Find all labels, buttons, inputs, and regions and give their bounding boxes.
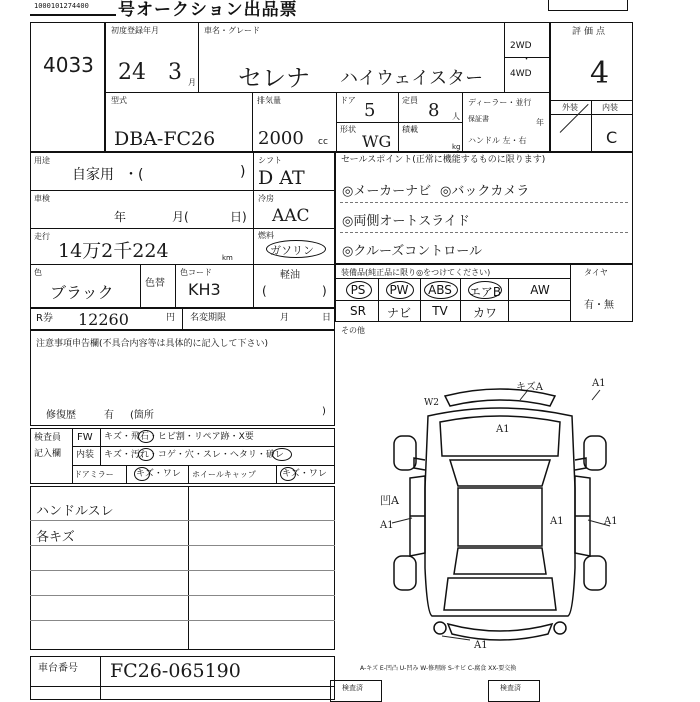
fw-items: キズ・飛石・ヒビ割・リペア跡・X要 <box>104 432 254 442</box>
type-value: DBA-FC26 <box>114 128 216 150</box>
inspection-label: 車検 <box>34 194 50 203</box>
equip-ps: PS <box>350 283 366 297</box>
interior-circle-1 <box>138 448 154 461</box>
inspection-month-unit: 月( <box>172 210 189 224</box>
hood <box>440 416 560 456</box>
fuel-value: ガソリン <box>270 244 314 257</box>
equip-airbag-circle <box>468 281 502 299</box>
fuel-paren-open: ( <box>262 284 267 298</box>
recycle-label: R券 <box>36 313 53 324</box>
fw-label: FW <box>77 432 93 443</box>
transfer-day-unit: 日 <box>322 313 332 323</box>
mirror-label: ドアミラー <box>74 470 114 479</box>
other-label: その他 <box>341 326 365 335</box>
lot-number: 4033 <box>43 53 94 77</box>
warranty-suffix: 年 <box>536 118 544 127</box>
recycle-unit: 円 <box>166 313 176 323</box>
drive-2wd: 2WD <box>510 41 532 51</box>
tire-label: タイヤ <box>584 268 608 277</box>
inspection-day-unit: 日) <box>230 210 247 224</box>
drive-4wd: 4WD <box>510 69 532 79</box>
capacity-label: 定員 <box>402 96 418 105</box>
registration-month: 3 <box>168 60 182 85</box>
rear-door <box>444 578 556 610</box>
equip-abs: ABS <box>428 283 452 297</box>
repair-place: (箇所 <box>130 410 154 421</box>
shift-label: シフト <box>258 156 282 165</box>
barcode-text: 1000101274400 <box>34 2 89 10</box>
interior-check-label: 内装 <box>76 450 95 460</box>
equip-ps-circle <box>346 281 372 299</box>
usage-paren: ・( <box>124 167 144 183</box>
damage-legend: A-キズ E-凹凸 U-凹み W-修理跡 S-サビ C-腐食 XX-要交換 <box>360 665 517 672</box>
interior-label: 内装 <box>602 103 618 112</box>
wheel-rl <box>394 556 416 590</box>
aircon-label: 冷房 <box>258 194 274 203</box>
rear-bumper <box>448 624 552 640</box>
sales-point-1: ◎メーカーナビ <box>342 184 432 199</box>
usage-value: 自家用 <box>72 167 114 183</box>
interior-check-items: キズ・汚れ・コゲ・穴・スレ・ヘタリ・破レ <box>104 450 284 460</box>
equip-sr: SR <box>350 304 366 318</box>
wheel-rr <box>584 556 606 590</box>
wheelcap-circle <box>280 467 296 481</box>
mark-front-label: キズA <box>516 382 544 393</box>
payload-label: 積載 <box>402 125 418 134</box>
windshield <box>450 460 550 486</box>
fuel-paren-close: ) <box>322 284 327 298</box>
fuel-alt-label: 軽油 <box>280 270 300 281</box>
color-label: 色 <box>34 268 42 277</box>
mileage-value: 14万2千224 <box>58 240 169 262</box>
registration-month-unit: 月 <box>188 78 196 87</box>
mark-tl: W2 <box>424 398 439 408</box>
mark-side-left-label: 凹A <box>380 494 399 507</box>
frame-value: FC26-065190 <box>110 660 241 682</box>
fuel-label: 燃料 <box>258 231 274 240</box>
mileage-label: 走行 <box>34 232 50 241</box>
mirror-circle <box>134 467 150 481</box>
mirror-items: キズ・ワレ <box>136 469 181 479</box>
repair-has: 有 <box>104 410 114 421</box>
mark-right: A1 <box>604 516 618 527</box>
stamp-box <box>548 0 628 11</box>
page-title: 号オークション出品票 <box>118 0 298 20</box>
mileage-unit: km <box>222 254 233 262</box>
transfer-label: 名変期限 <box>190 313 227 323</box>
footer-stamp-right-label: 検査済 <box>500 684 521 692</box>
interior-grade: C <box>606 128 618 147</box>
equip-navi: ナビ <box>386 306 411 320</box>
sales-point-2: ◎バックカメラ <box>440 184 530 199</box>
fuel-circle <box>266 240 326 258</box>
exterior-label: 外装 <box>562 103 578 112</box>
tire-value: 有・無 <box>584 300 614 311</box>
roof <box>458 488 542 546</box>
equip-aw: AW <box>530 283 550 297</box>
type-label: 型式 <box>111 96 127 105</box>
equip-leather: カワ <box>472 306 497 320</box>
displacement-unit: cc <box>318 137 328 147</box>
equipment-label: 装備品(純正品に限り◎をつけてください) <box>341 268 491 277</box>
repair-label: 修復歴 <box>46 410 76 421</box>
wheelcap-label: ホイールキャップ <box>192 470 256 479</box>
model-label: 車名・グレード <box>204 26 260 35</box>
color-value: ブラック <box>50 283 114 302</box>
mark-rear-a: A1 <box>550 516 564 527</box>
notes-label: 注意事項申告欄(不具合内容等は具体的に記入して下さい) <box>36 339 269 349</box>
usage-label: 用途 <box>34 156 50 165</box>
equip-airbag: エアB <box>468 285 502 299</box>
payload-unit: kg <box>452 143 461 151</box>
displacement-value: 2000 <box>258 128 304 149</box>
displacement-label: 排気量 <box>257 96 281 105</box>
body-value: WG <box>362 132 392 151</box>
transfer-month-unit: 月 <box>280 313 290 323</box>
body-label: 形状 <box>340 125 356 134</box>
barcode <box>30 0 116 16</box>
capacity-unit: 人 <box>452 112 460 121</box>
capacity-value: 8 <box>428 100 440 121</box>
evaluation-label: 評価点 <box>572 27 609 37</box>
registration-label: 初度登録年月 <box>111 26 159 35</box>
color-code: KH3 <box>188 280 221 299</box>
warranty-label: 保証書 <box>468 115 489 123</box>
doors-value: 5 <box>364 100 376 121</box>
handle-label: ハンドル 左・右 <box>468 136 527 145</box>
recycle-value: 12260 <box>78 310 129 329</box>
mark-left: A1 <box>380 520 394 531</box>
equip-abs-circle <box>424 281 458 299</box>
wheel-fl <box>394 436 416 470</box>
repair-close: ) <box>322 406 326 417</box>
color-code-label: 色コード <box>180 268 212 277</box>
rear-window <box>454 548 546 574</box>
inspector-label-1: 検査員 <box>34 433 62 443</box>
sales-points-label: セールスポイント(正常に機能するものに限ります) <box>341 155 546 165</box>
drive-dot: ・ <box>522 55 532 65</box>
color-change-label: 色替 <box>145 278 165 289</box>
wheelcap-items: キズ・ワレ <box>282 469 327 479</box>
sales-point-4: ◎クルーズコントロール <box>342 244 483 259</box>
registration-year: 24 <box>118 60 146 85</box>
sales-point-3: ◎両側オートスライド <box>342 214 470 229</box>
mark-front-top: A1 <box>592 378 606 389</box>
inspector-label-2: 記入欄 <box>34 449 62 459</box>
shift-value: D AT <box>258 167 305 189</box>
memo-note-1: ハンドルスレ <box>36 504 114 519</box>
usage-close: ) <box>240 164 246 180</box>
aircon-value: AAC <box>272 206 310 226</box>
equip-pw: PW <box>389 283 409 297</box>
car-diagram <box>370 378 630 658</box>
lot-number-box <box>30 22 105 152</box>
inspection-year-unit: 年 <box>114 210 127 224</box>
equip-pw-circle <box>386 281 414 299</box>
wheel-fr <box>584 436 606 470</box>
mark-rear-b: A1 <box>474 640 488 651</box>
footer-stamp-left-label: 検査済 <box>342 684 363 692</box>
doors-label: ドア <box>340 96 356 105</box>
evaluation-score: 4 <box>590 56 610 91</box>
interior-circle-2 <box>272 448 292 461</box>
model-name: セレナ <box>238 64 310 92</box>
mark-roof: A1 <box>496 424 510 435</box>
memo-note-2: 各キズ <box>36 530 75 545</box>
model-grade: ハイウェイスター <box>340 68 484 89</box>
fw-circle <box>138 430 154 443</box>
dealer-label: ディーラー・並行 <box>468 98 532 107</box>
frame-label: 車台番号 <box>38 663 78 674</box>
equip-tv: TV <box>432 304 448 318</box>
